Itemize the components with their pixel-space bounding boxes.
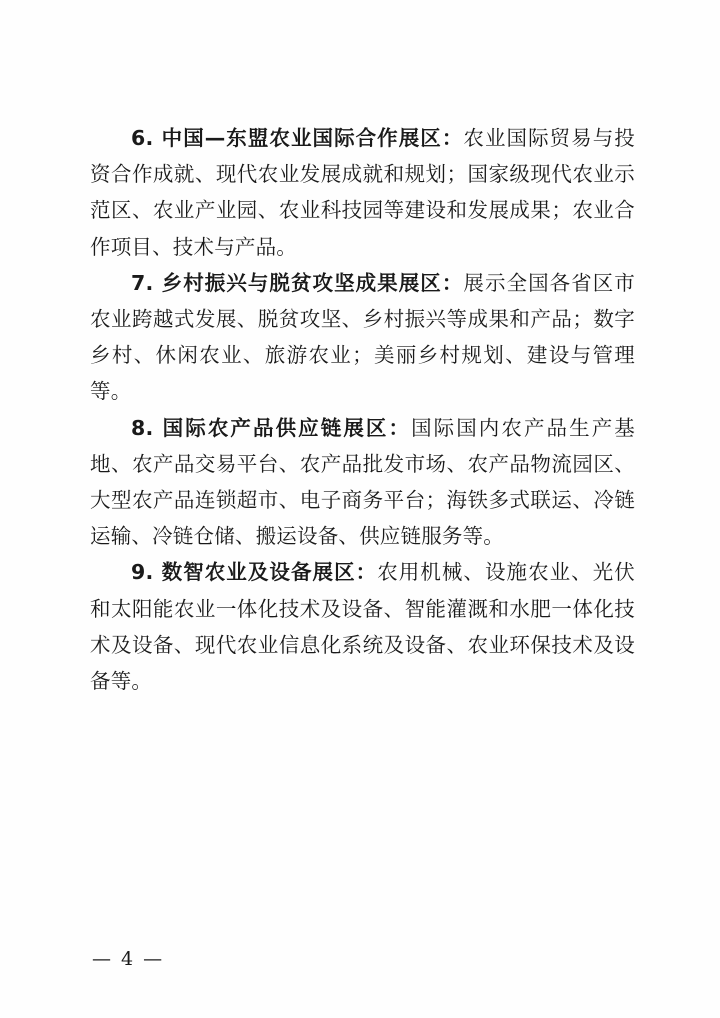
paragraph-heading: 9. 数智农业及设备展区： (131, 560, 378, 585)
paragraph-body: 农业国际贸易与投资合作成就、现代农业发展成就和规划；国家级现代农业示范区、农业产业园、农业科技园等建设和发展成果；农业合作项目、技术与产品。 (90, 126, 635, 259)
page-number: — 4 — (92, 948, 165, 970)
paragraph-exhibition-area-8 (90, 410, 635, 555)
document-body (90, 120, 635, 699)
paragraph-exhibition-area-7 (90, 265, 635, 410)
paragraph-heading: 8. 国际农产品供应链展区： (131, 415, 412, 440)
paragraph-heading: 6. 中国—东盟农业国际合作展区： (131, 126, 464, 150)
paragraph-exhibition-area-9 (90, 554, 635, 699)
paragraph-body: 国际国内农产品生产基地、农产品交易平台、农产品批发市场、农产品物流园区、大型农产品连锁超市、电子商务平台；海铁多式联运、冷链运输、冷链仓储、搬运设备、供应链服务等。 (90, 415, 635, 549)
paragraph-heading: 7. 乡村振兴与脱贫攻坚成果展区： (131, 270, 464, 295)
paragraph-exhibition-area-6 (90, 120, 635, 265)
paragraph-body: 展示全国各省区市农业跨越式发展、脱贫攻坚、乡村振兴等成果和产品；数字乡村、休闲农业、旅游农业；美丽乡村规划、建设与管理等。 (90, 270, 635, 404)
paragraph-body: 农用机械、设施农业、光伏和太阳能农业一体化技术及设备、智能灌溉和水肥一体化技术及设备、现代农业信息化系统及设备、农业环保技术及设备等。 (90, 560, 635, 694)
